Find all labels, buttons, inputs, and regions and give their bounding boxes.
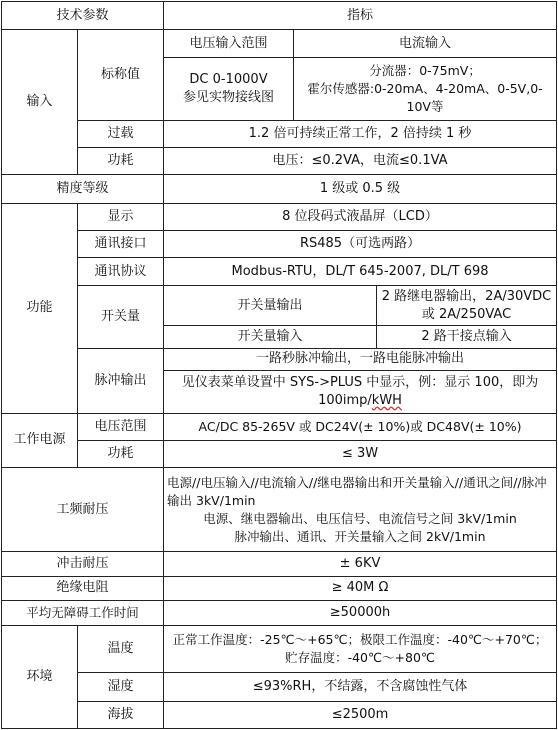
comm-protocol-row <box>2 258 557 285</box>
accuracy-row <box>2 175 557 203</box>
supply-consumption-row <box>2 440 557 467</box>
supply-label: 工作电源 <box>2 413 78 468</box>
comm-interface-label: 通讯接口 <box>78 231 164 258</box>
temperature-line2: 贮存温度：-40℃～+80℃ <box>285 650 435 666</box>
accuracy-value: 1 级或 0.5 级 <box>164 175 557 203</box>
voltage-range-value <box>164 57 294 120</box>
input-label: 输入 <box>2 30 78 175</box>
withstand-label: 工频耐压 <box>2 468 164 552</box>
mtbf-row <box>2 601 557 626</box>
pulse-line2: 见仪表菜单设置中 SYS->PLUS 中显示，例：显示 100，即为 <box>181 374 539 390</box>
withstand-value <box>164 468 557 552</box>
withstand-line2: 电源、继电器输出、电压信号、电流信号之间 3kV/1min <box>203 510 517 526</box>
altitude-value: ≤2500m <box>164 701 557 729</box>
pulse-detail <box>164 371 557 414</box>
switch-input-label: 开关量输入 <box>164 326 377 348</box>
header-spec: 指标 <box>164 2 557 30</box>
header-param: 技术参数 <box>2 2 164 30</box>
comm-interface-row <box>2 231 557 258</box>
humidity-value: ≤93%RH，不结露，不含腐蚀性气体 <box>164 673 557 701</box>
withstand-line3: 脉冲输出、通讯、开关量输入之间 2kV/1min <box>234 528 486 544</box>
insulation-value: ≥ 40M Ω <box>164 576 557 600</box>
hall-sensor-text: 霍尔传感器:0-20mA、4-20mA、0-5V,0-10V等 <box>307 80 543 114</box>
supply-consumption-label: 功耗 <box>78 440 164 467</box>
overload-row <box>2 120 557 147</box>
spec-table <box>1 1 557 729</box>
impulse-label: 冲击耐压 <box>2 552 164 576</box>
voltage-range-line2: 参见实物接线图 <box>183 89 275 105</box>
pulse-line1: 一路秒脉冲输出，一路电能脉冲输出 <box>164 348 557 370</box>
humidity-row <box>2 673 557 701</box>
pulse-unit: kWH <box>371 392 402 408</box>
overload-value: 1.2 倍可持续正常工作，2 倍持续 1 秒 <box>164 120 557 147</box>
input-power-row <box>2 147 557 174</box>
display-row <box>2 203 557 230</box>
display-label: 显示 <box>78 203 164 230</box>
altitude-label: 海拔 <box>78 701 164 729</box>
insulation-row <box>2 576 557 600</box>
current-input-header: 电流输入 <box>294 30 557 57</box>
humidity-label: 湿度 <box>78 673 164 701</box>
pulse-row-1 <box>2 348 557 370</box>
input-row-rated-header <box>2 30 557 57</box>
insulation-label: 绝缘电阻 <box>2 576 164 600</box>
temperature-value <box>164 626 557 673</box>
mtbf-label: 平均无障碍工作时间 <box>2 601 164 626</box>
overload-label: 过载 <box>78 120 164 147</box>
impulse-value: ± 6KV <box>164 552 557 576</box>
supply-range-label: 电压范围 <box>78 413 164 440</box>
rated-label: 标称值 <box>78 30 164 120</box>
temperature-label: 温度 <box>78 626 164 673</box>
pulse-line3 <box>167 392 553 410</box>
function-label: 功能 <box>2 203 78 413</box>
supply-range-row <box>2 413 557 440</box>
switch-output-label: 开关量输出 <box>164 285 377 326</box>
environment-label: 环境 <box>2 626 78 729</box>
input-power-label: 功耗 <box>78 147 164 174</box>
shunt-text: 分流器：0-75mV； <box>369 62 481 78</box>
voltage-range-header: 电压输入范围 <box>164 30 294 57</box>
pulse-label: 脉冲输出 <box>78 348 164 413</box>
switch-input-value: 2 路干接点输入 <box>377 326 557 348</box>
comm-protocol-label: 通讯协议 <box>78 258 164 285</box>
altitude-row <box>2 701 557 729</box>
display-value: 8 位段码式液晶屏（LCD） <box>164 203 557 230</box>
comm-protocol-value: Modbus-RTU，DL/T 645-2007, DL/T 698 <box>164 258 557 285</box>
temperature-line1: 正常工作温度：-25℃～+65℃；极限工作温度：-40℃～+70℃； <box>172 632 548 648</box>
withstand-line1: 电源//电压输入//电流输入//继电器输出和开关量输入//通讯之间//脉冲输出 3kV/1min <box>167 474 547 508</box>
switch-output-value: 2 路继电器输出，2A/30VDC 或 2A/250VAC <box>377 285 557 326</box>
temperature-row <box>2 626 557 673</box>
input-power-value: 电压：≤0.2VA，电流≤0.1VA <box>164 147 557 174</box>
voltage-range-line1: DC 0-1000V <box>189 71 268 87</box>
comm-interface-value: RS485（可选两路） <box>164 231 557 258</box>
withstand-row <box>2 468 557 552</box>
mtbf-value: ≥50000h <box>164 601 557 626</box>
supply-consumption-value: ≤ 3W <box>164 440 557 467</box>
switch-label: 开关量 <box>78 285 164 348</box>
switch-output-row <box>2 285 557 326</box>
header-row <box>2 2 557 30</box>
pulse-imp: 100imp/ <box>318 392 372 408</box>
accuracy-label: 精度等级 <box>2 175 164 203</box>
supply-range-value: AC/DC 85-265V 或 DC24V(± 10%)或 DC48V(± 10%) <box>164 413 557 440</box>
impulse-row <box>2 552 557 576</box>
current-input-value <box>294 57 557 120</box>
